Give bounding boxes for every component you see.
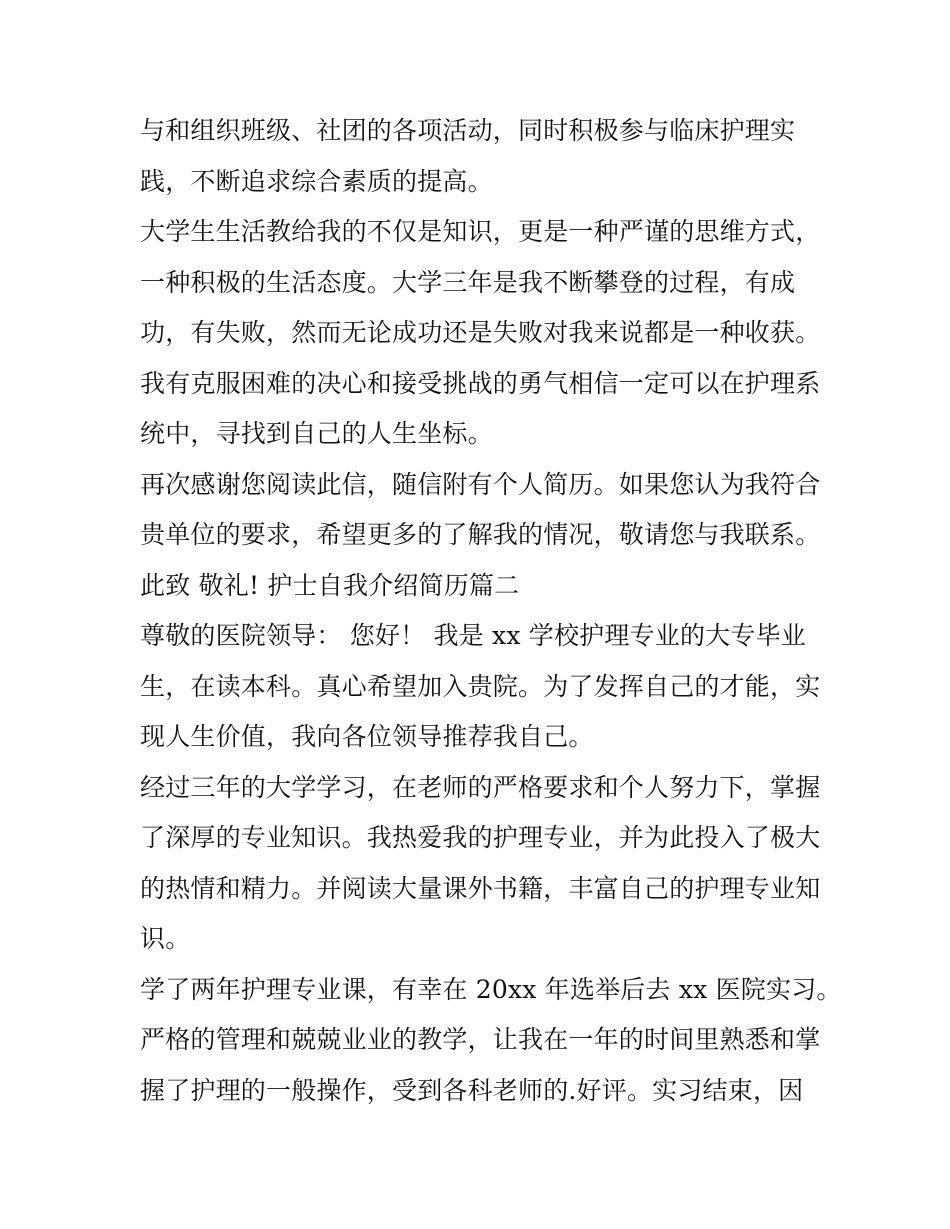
text-line: 的热情和精力。并阅读大量课外书籍，丰富自己的护理专业知 [140,874,821,903]
text-line: 现人生价值，我向各位领导推荐我自己。 [140,722,594,751]
section-heading: 此致 敬礼! 护士自我介绍简历篇二 [140,571,520,600]
text-line: 了深厚的专业知识。我热爱我的护理专业，并为此投入了极大 [140,823,821,852]
text-line: 识。 [140,924,191,953]
text-line: 严格的管理和兢兢业业的教学，让我在一年的时间里熟悉和掌 [140,1025,821,1054]
text-line: 统中，寻找到自己的人生坐标。 [140,419,493,448]
text-line: 尊敬的医院领导： 您好！ 我是 xx 学校护理专业的大专毕业 [140,621,806,650]
text-line: 再次感谢您阅读此信，随信附有个人简历。如果您认为我符合 [140,470,821,499]
text-line: 功，有失败，然而无论成功还是失败对我来说都是一种收获。 [140,318,821,347]
text-line: 与和组织班级、社团的各项活动，同时积极参与临床护理实 [140,116,796,145]
text-line: 大学生生活教给我的不仅是知识，更是一种严谨的思维方式， [140,217,821,246]
text-line: 生，在读本科。真心希望加入贵院。为了发挥自己的才能，实 [140,672,821,701]
text-line: 践，不断追求综合素质的提高。 [140,167,493,196]
text-line: 贵单位的要求，希望更多的了解我的情况，敬请您与我联系。 [140,520,821,549]
text-line: 一种积极的生活态度。大学三年是我不断攀登的过程，有成 [140,268,796,297]
text-line: 经过三年的大学学习，在老师的严格要求和个人努力下，掌握 [140,773,821,802]
text-line: 学了两年护理专业课，有幸在 20xx 年选举后去 xx 医院实习。 [140,975,842,1004]
text-line: 握了护理的一般操作，受到各科老师的.好评。实习结束，因 [140,1076,804,1105]
text-line: 我有克服困难的决心和接受挑战的勇气相信一定可以在护理系 [140,369,821,398]
